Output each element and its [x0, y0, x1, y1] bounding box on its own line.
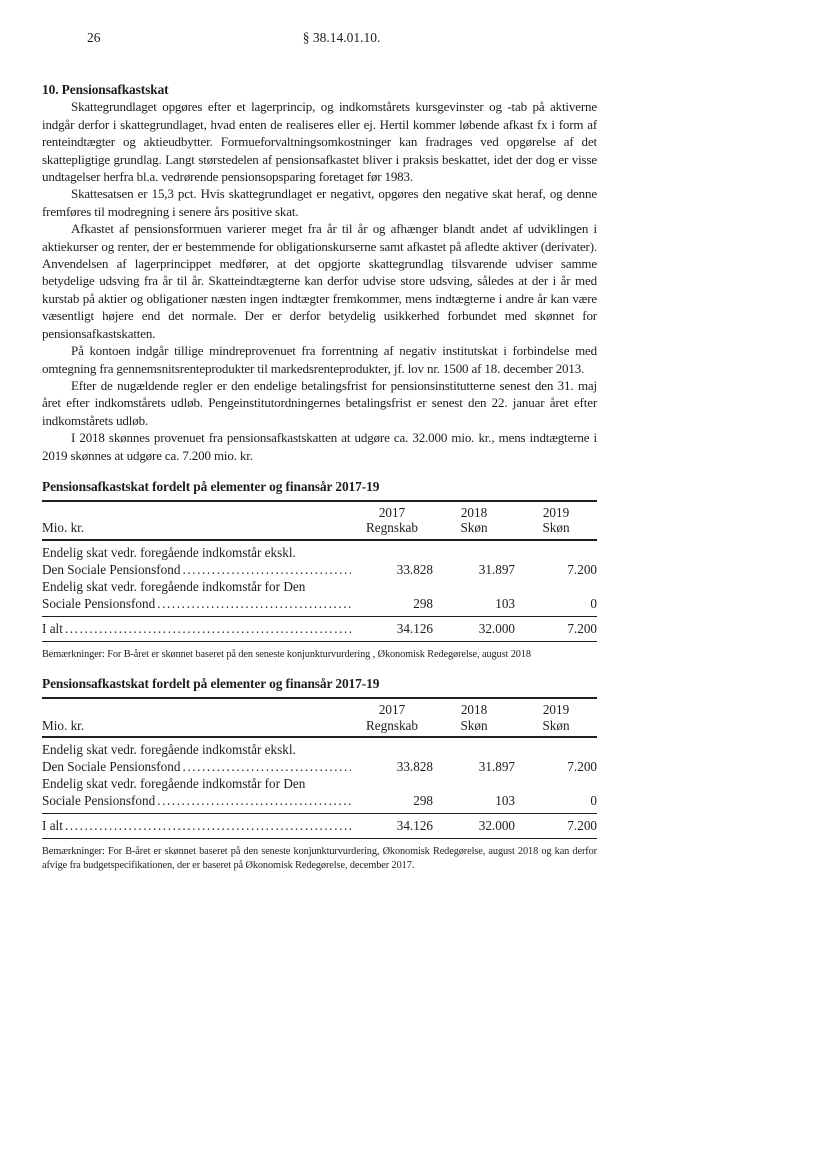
table-row [42, 775, 597, 809]
dot-leader [65, 817, 351, 834]
column-year: 2017 [378, 504, 406, 520]
table-pensionsafkastskat-1 [42, 479, 597, 662]
paragraph: Efter de nugældende regler er den endelige betalingsfrist for pensionsinstitutterne senest den 31. maj året efter indkomstårets udløb. Pengeinstitutordningernes betalingsfrist er senest den 22. januar året efter indkomstårets udløb. [42, 377, 597, 428]
column-label: Skøn [460, 520, 488, 536]
paragraph: Skattegrundlaget opgøres efter et lagerprincip, og indkomstårets kursgevinster og -tab på aktiverne indgår derfor i skattegrundlaget, hvad enten de realiseres eller ej. Hertil kommer løbende afkast fx i form af renteindtægter og aktieudbytter. Formueforvaltningsomkostninger kan fradrages ved opgørelse af det skattepligtige grundlag. Langt størstedelen af pensionsafkastet bliver i praksis beskattet, idet der dog er visse undtagelser herfra bl.a. vedrørende pensionsopsparing foretaget før 1983. [42, 99, 597, 185]
column-header [515, 702, 597, 733]
row-label: Endelig skat vedr. foregående indkomstår for Den Sociale Pensionsfond ..... [42, 578, 351, 612]
table-title: Pensionsafkastskat fordelt på elementer og finansår 2017-19 [42, 478, 380, 494]
table-bottom-rule [42, 838, 597, 839]
cell-value: 7.200 [567, 561, 597, 577]
table-row [42, 741, 597, 775]
dot-leader [65, 620, 351, 637]
total-label: I alt ..... [42, 817, 351, 834]
table-bottom-rule [42, 641, 597, 642]
table-note: Bemærkninger: For B-året er skønnet baseret på den seneste konjunkturvurdering, Økonomisk Redegørelse, august 2018 og kan derfor afvige fra budgetspecifikationen, der er baseret på Økonomisk Redegørelse, december 2017. [42, 846, 597, 871]
column-label: Regnskab [365, 520, 418, 536]
paragraph: Skattesatsen er 15,3 pct. Hvis skattegrundlaget er negativt, opgøres den negative skat heraf, og denne fremføres til modregning i senere års positive skat. [42, 186, 597, 219]
dot-leader [182, 561, 351, 578]
column-header [351, 505, 433, 536]
row-label: Endelig skat vedr. foregående indkomstår ekskl. Den Sociale Pensionsfond ..... [42, 544, 351, 578]
page-content [42, 30, 597, 872]
table-total-row [42, 814, 597, 838]
page-number: 26 [87, 30, 101, 45]
table-header-row [42, 502, 597, 539]
table-body [42, 541, 597, 616]
row-label: Endelig skat vedr. foregående indkomstår for Den Sociale Pensionsfond ..... [42, 775, 351, 809]
dot-leader [182, 758, 351, 775]
column-year: 2017 [378, 702, 406, 718]
paragraph: I 2018 skønnes provenuet fra pensionsafkastskatten at udgøre ca. 32.000 mio. kr., mens indtægterne i 2019 skønnes at udgøre ca. 7.200 mio. kr. [42, 430, 597, 463]
table-row [42, 578, 597, 612]
column-header [433, 702, 515, 733]
total-value: 34.126 [396, 818, 433, 834]
table-body [42, 738, 597, 813]
cell-value: 0 [590, 793, 597, 809]
column-year: 2018 [460, 702, 488, 718]
cell-value: 103 [495, 595, 515, 611]
column-header [351, 702, 433, 733]
paragraph: Afkastet af pensionsformuen varierer meget fra år til år og afhænger blandt andet af udviklingen i aktiekurser og renter, der er bestemmende for obligationskurserne samt afkastet på afledte aktiver (derivater). Anvendelsen af lagerprincippet medfører, at det opgjorte skattegrundlag tilsvarende udviser samme betydelige udsving fra år til år. Skatteindtægterne kan derfor udvise store udsving, således at der i år med kurstab på aktier og obligationer næsten ingen indtægter fremkommer, mens indtægterne i andre år kan være væsentligt højere end det normale. Der er derfor betydelig usikkerhed forbundet med skønnet for pensionsafkastskatten. [42, 221, 597, 341]
total-value: 32.000 [478, 818, 515, 834]
cell-value: 298 [413, 793, 433, 809]
dot-leader [157, 595, 351, 612]
column-label: Skøn [542, 717, 570, 733]
column-header [515, 505, 597, 536]
table-title: Pensionsafkastskat fordelt på elementer og finansår 2017-19 [42, 676, 380, 692]
column-label: Skøn [460, 717, 488, 733]
column-year: 2019 [542, 702, 570, 718]
table-row [42, 544, 597, 578]
cell-value: 298 [413, 595, 433, 611]
column-label: Skøn [542, 520, 570, 536]
page-header [42, 30, 597, 47]
column-year: 2019 [542, 504, 570, 520]
paragraph: På kontoen indgår tillige mindreprovenuet fra forrentning af negativ institutskat i forbindelse med omtegning fra gennemsnitsrenteprodukter til markedsrenteprodukter, jf. lov nr. 1500 af 18. december 2013. [42, 343, 597, 376]
section-header: § 38.14.01.10. [302, 30, 381, 45]
column-label: Regnskab [365, 717, 418, 733]
total-value: 7.200 [567, 818, 597, 834]
total-value: 32.000 [478, 620, 515, 636]
cell-value: 7.200 [567, 759, 597, 775]
total-value: 7.200 [567, 620, 597, 636]
cell-value: 33.828 [396, 561, 433, 577]
table-pensionsafkastskat-2 [42, 676, 597, 872]
column-header [433, 505, 515, 536]
cell-value: 31.897 [478, 759, 515, 775]
row-label: Endelig skat vedr. foregående indkomstår ekskl. Den Sociale Pensionsfond ..... [42, 741, 351, 775]
cell-value: 31.897 [478, 561, 515, 577]
dot-leader [157, 792, 351, 809]
table-note: Bemærkninger: For B-året er skønnet baseret på den seneste konjunkturvurdering , Økonomisk Redegørelse, august 2018 [42, 648, 531, 660]
cell-value: 103 [495, 793, 515, 809]
table-total-row [42, 617, 597, 641]
total-label: I alt ..... [42, 620, 351, 637]
cell-value: 33.828 [396, 759, 433, 775]
unit-label: Mio. kr. [42, 520, 85, 536]
unit-label: Mio. kr. [42, 717, 85, 733]
document-heading: 10. Pensionsafkastskat [42, 82, 169, 97]
table-header-row [42, 699, 597, 736]
column-year: 2018 [460, 504, 488, 520]
total-value: 34.126 [396, 620, 433, 636]
cell-value: 0 [590, 595, 597, 611]
